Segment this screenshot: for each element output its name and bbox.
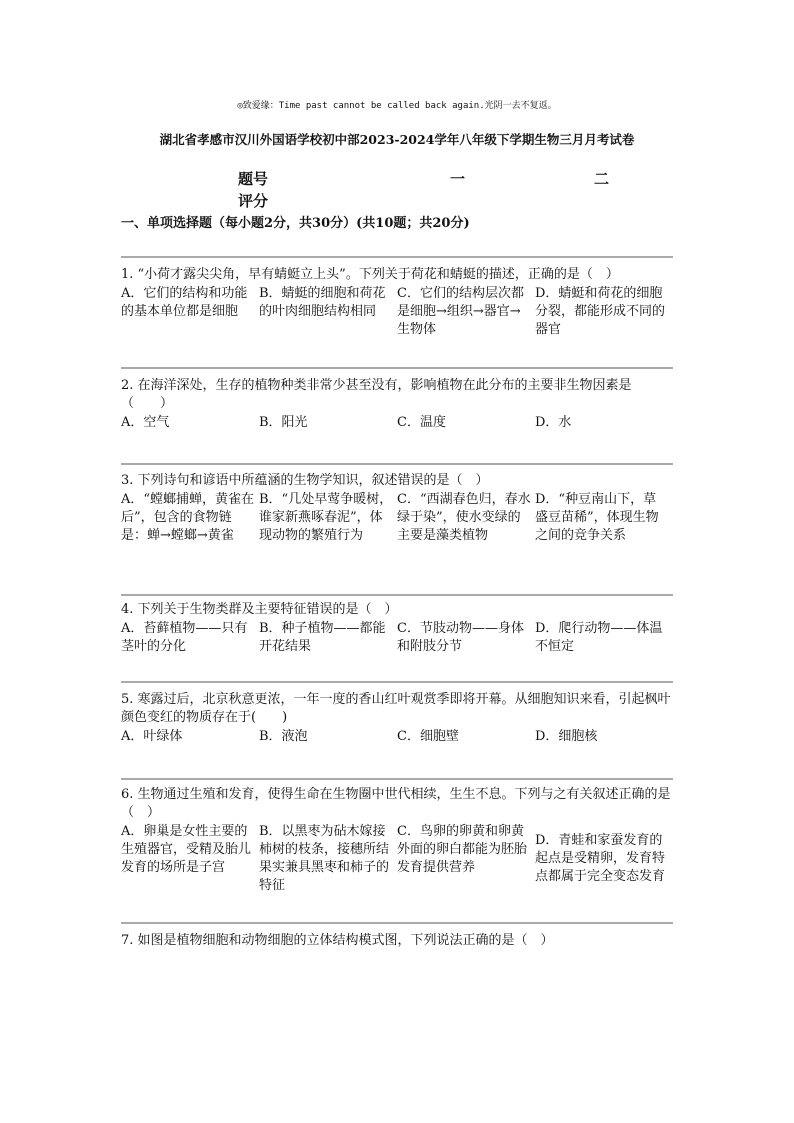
option-d-text: D．青蛙和家蚕发育的起点是受精卵，发育特点都属于完全变态发育 — [535, 833, 666, 884]
score-header-label: 题号 — [238, 170, 269, 188]
divider — [121, 681, 673, 683]
question-stem: 3. 下列诗句和谚语中所蕴涵的生物学知识，叙述错误的是（ ） — [121, 473, 489, 488]
options — [121, 728, 673, 746]
option-c[interactable]: C．温度 — [397, 415, 446, 430]
option-b[interactable]: B．“几处早莺争暖树，谁家新燕啄春泥”，体现动物的繁殖行为 — [259, 492, 393, 543]
option-c[interactable]: C．节肢动物——身体和附肢分节 — [397, 621, 524, 654]
options — [121, 414, 673, 432]
option-b[interactable]: B．蜻蜓的细胞和荷花的叶肉细胞结构相同 — [259, 286, 386, 319]
divider — [121, 922, 673, 924]
option-b[interactable]: B．阳光 — [259, 415, 308, 430]
section-heading: 一、单项选择题（每小题2分，共30分）(共10题；共20分) — [121, 216, 470, 231]
option-d[interactable] — [535, 823, 673, 895]
question-2 — [121, 377, 673, 432]
question-stem: 6. 生物通过生殖和发育，使得生命在生物圈中世代相续，生生不息。下列与之有关叙述正确的是（ ） — [121, 787, 671, 820]
option-a[interactable]: A．苔藓植物——只有茎叶的分化 — [121, 621, 248, 654]
options — [121, 823, 673, 895]
question-stem: 2. 在海洋深处，生存的植物种类非常少甚至没有，影响植物在此分布的主要非生物因素是（ ） — [121, 378, 632, 411]
score-label: 评分 — [238, 192, 269, 210]
option-c[interactable]: C．它们的结构层次都是细胞→组织→器官→生物体 — [397, 286, 524, 337]
option-d[interactable] — [535, 491, 673, 545]
option-a[interactable]: A．它们的结构和功能的基本单位都是细胞 — [121, 286, 248, 319]
exam-title: 湖北省孝感市汉川外国语学校初中部2023-2024学年八年级下学期生物三月月考试卷 — [159, 132, 635, 147]
motto: ◎致爱缘：Time past cannot be called back again.光阴一去不复返。 — [237, 101, 557, 111]
option-d[interactable]: D．爬行动物——体温不恒定 — [535, 621, 663, 654]
question-3 — [121, 472, 673, 545]
options — [121, 285, 673, 339]
question-4 — [121, 601, 673, 656]
question-5 — [121, 691, 673, 746]
score-row-score — [238, 190, 638, 212]
option-d[interactable]: D．蜻蜓和荷花的细胞分裂，都能形成不同的器官 — [535, 286, 666, 337]
divider — [121, 778, 673, 780]
options — [121, 491, 673, 545]
options — [121, 620, 673, 656]
option-c[interactable]: C．鸟卵的卵黄和卵黄外面的卵白都能为胚胎发育提供营养 — [397, 824, 528, 875]
option-d[interactable]: D．细胞核 — [535, 729, 598, 744]
option-a[interactable]: A．叶绿体 — [121, 729, 183, 744]
option-c[interactable]: C．细胞壁 — [397, 729, 459, 744]
divider — [121, 367, 673, 369]
divider — [121, 463, 673, 465]
question-stem: 7. 如图是植物细胞和动物细胞的立体结构模式图，下列说法正确的是（ ） — [121, 933, 554, 948]
score-col-1: 一 — [450, 170, 466, 188]
question-6 — [121, 786, 673, 895]
question-1 — [121, 266, 673, 339]
question-stem: 4. 下列关于生物类群及主要特征错误的是（ ） — [121, 602, 398, 617]
score-row-number — [238, 168, 638, 190]
option-b[interactable]: B．以黑枣为砧木嫁接柿树的枝条，接穗所结果实兼具黑枣和柿子的特征 — [259, 824, 390, 893]
option-c[interactable]: C．“西湖春色归，春水绿于染”，使水变绿的主要是藻类植物 — [397, 492, 531, 543]
option-d-text: D．“种豆南山下，草盛豆苗稀”，体现生物之间的竞争关系 — [535, 492, 659, 543]
score-table — [238, 168, 638, 212]
divider — [121, 594, 673, 596]
score-col-2: 二 — [594, 170, 610, 188]
option-b[interactable]: B．种子植物——都能开花结果 — [259, 621, 386, 654]
question-stem: 1. “小荷才露尖尖角，早有蜻蜓立上头”。下列关于荷花和蜻蜓的描述，正确的是（ ） — [121, 267, 619, 282]
divider — [121, 256, 673, 258]
question-7 — [121, 932, 673, 950]
option-a[interactable]: A．“螳螂捕蝉，黄雀在后”，包含的食物链是：蝉→螳螂→黄雀 — [121, 492, 255, 543]
option-a[interactable]: A．卵巢是女性主要的生殖器官，受精及胎儿发育的场所是子宫 — [121, 824, 252, 875]
option-d[interactable]: D．水 — [535, 415, 572, 430]
option-b[interactable]: B．液泡 — [259, 729, 308, 744]
option-a[interactable]: A．空气 — [121, 415, 170, 430]
question-stem: 5. 寒露过后，北京秋意更浓，一年一度的香山红叶观赏季即将开幕。从细胞知识来看，引起枫叶颜色变红的物质存在于( ) — [121, 692, 671, 725]
